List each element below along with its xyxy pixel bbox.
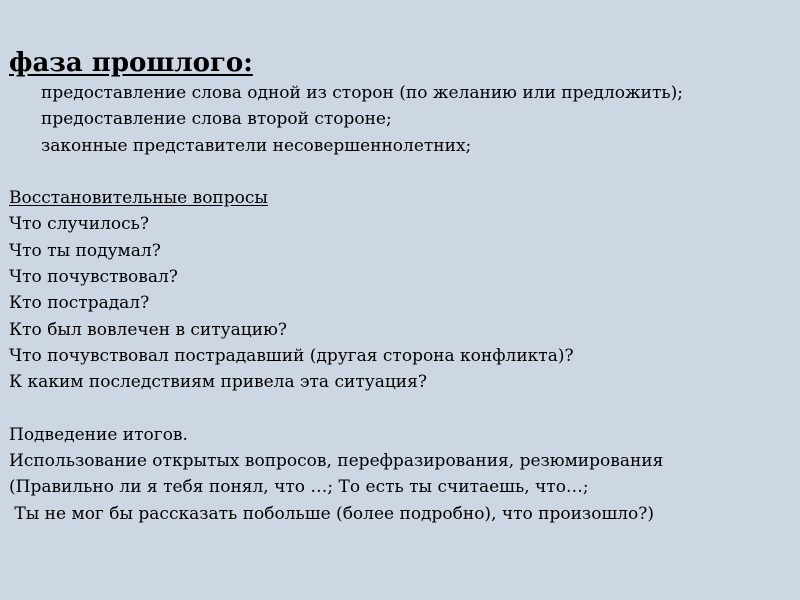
summary-line: Использование открытых вопросов, перефразирования, резюмирования (9, 451, 664, 472)
question-item: Кто был вовлечен в ситуацию? (9, 319, 287, 340)
question-item: Что ты подумал? (9, 240, 161, 261)
spacer (9, 396, 794, 422)
summary-line: (Правильно ли я тебя понял, что …; То есть ты считаешь, что…; (9, 477, 589, 498)
slide-content (9, 46, 794, 527)
slide-title: фаза прошлого: (9, 48, 253, 78)
summary-heading: Подведение итогов. (9, 424, 188, 445)
spacer (9, 159, 794, 185)
question-item: Что почувствовал? (9, 267, 178, 288)
intro-item: предоставление слова одной из сторон (по желанию или предложить); (41, 83, 684, 103)
summary-line: Ты не мог бы рассказать побольше (более подробно), что произошло?) (9, 503, 655, 524)
restorative-questions-heading: Восстановительные вопросы (9, 188, 268, 209)
question-item: К каким последствиям привела эта ситуация? (9, 372, 427, 393)
question-item: Кто пострадал? (9, 293, 150, 314)
intro-list (9, 80, 794, 159)
restorative-questions-list (9, 211, 794, 395)
question-item: Что почувствовал пострадавший (другая сторона конфликта)? (9, 345, 574, 366)
question-item: Что случилось? (9, 214, 150, 235)
intro-item: законные представители несовершеннолетних; (41, 135, 472, 156)
intro-item: предоставление слова второй стороне; (41, 109, 392, 130)
